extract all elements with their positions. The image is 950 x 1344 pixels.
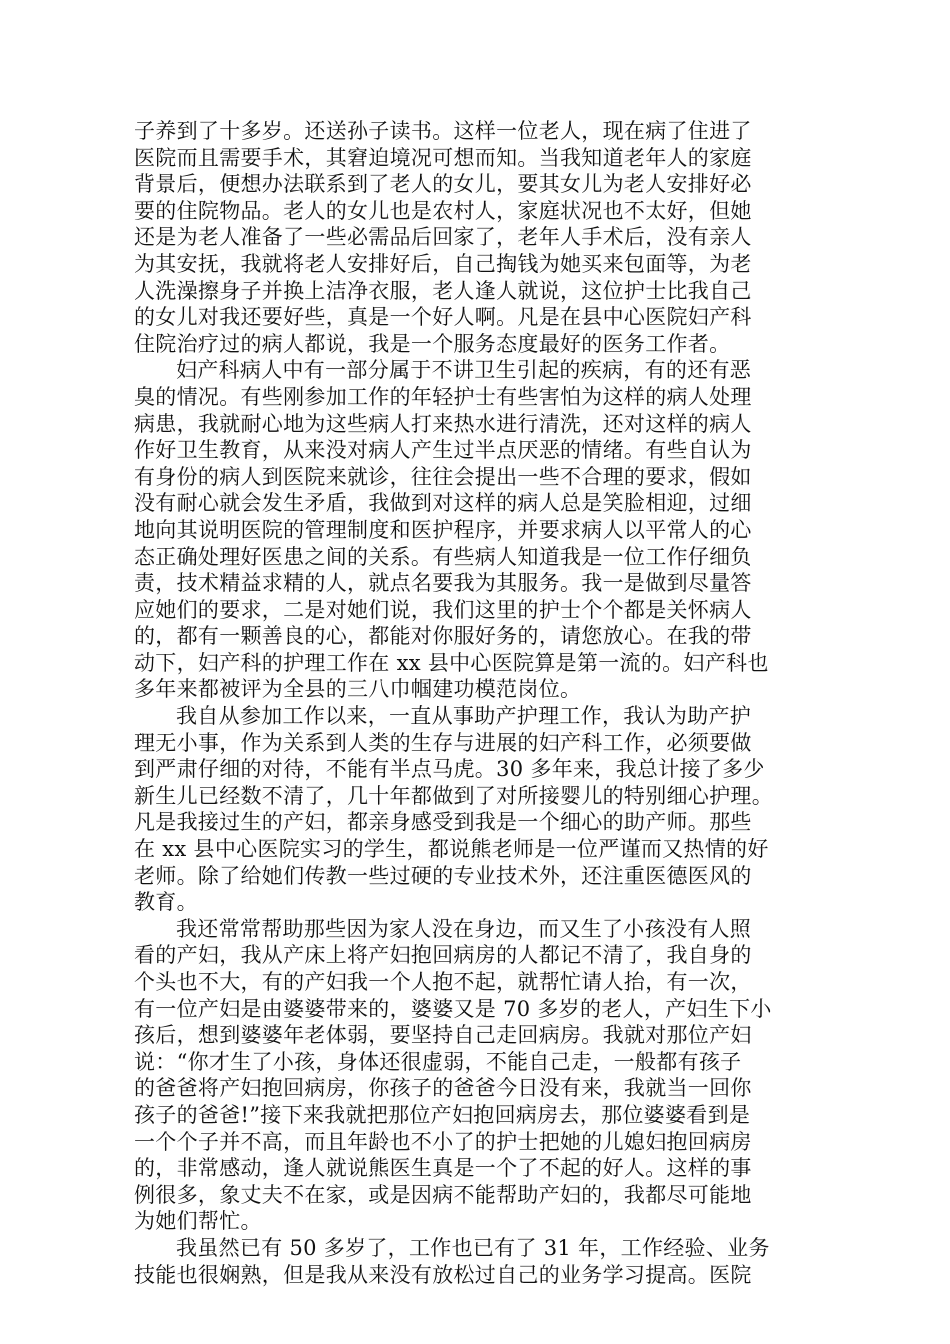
text-line: 态正确处理好医患之间的关系。有些病人知道我是一位工作仔细负 xyxy=(134,544,752,569)
text-line: 背景后，便想办法联系到了老人的女儿，要其女儿为老人安排好必 xyxy=(134,172,752,197)
text-line: 为其安抚，我就将老人安排好后，自己掏钱为她买来包面等，为老 xyxy=(134,251,752,276)
paragraph xyxy=(134,1235,804,1288)
text-line: 一个个子并不高，而且年龄也不小了的护士把她的儿媳妇抱回病房 xyxy=(134,1129,752,1154)
text-line: 在 xx 县中心医院实习的学生，都说熊老师是一位严谨而又热情的好 xyxy=(134,837,769,862)
text-line: 动下，妇产科的护理工作在 xx 县中心医院算是第一流的。妇产科也 xyxy=(134,650,769,675)
text-line: 教育。 xyxy=(134,890,198,915)
text-line: 住院治疗过的病人都说，我是一个服务态度最好的医务工作者。 xyxy=(134,331,731,356)
text-line: 病患，我就耐心地为这些病人打来热水进行清洗，还对这样的病人 xyxy=(134,411,752,436)
text-line: 孩子的爸爸!”接下来我就把那位产妇抱回病房去，那位婆婆看到是 xyxy=(134,1102,751,1127)
text-line: 地向其说明医院的管理制度和医护程序，并要求病人以平常人的心 xyxy=(134,517,752,542)
paragraph xyxy=(134,703,804,916)
text-line: 作好卫生教育，从来没对病人产生过半点厌恶的情绪。有些自认为 xyxy=(134,438,752,463)
text-line: 我还常常帮助那些因为家人没在身边，而又生了小孩没有人照 xyxy=(176,916,752,941)
text-line: 我虽然已有 50 多岁了，工作也已有了 31 年，工作经验、业务 xyxy=(176,1235,770,1260)
text-line: 理无小事，作为关系到人类的生存与进展的妇产科工作，必须要做 xyxy=(134,730,752,755)
text-line: 人洗澡擦身子并换上洁净衣服，老人逢人就说，这位护士比我自己 xyxy=(134,278,752,303)
text-line: 我自从参加工作以来，一直从事助产护理工作，我认为助产护 xyxy=(176,704,752,729)
text-line: 的，非常感动，逢人就说熊医生真是一个了不起的好人。这样的事 xyxy=(134,1156,752,1181)
paragraph xyxy=(134,916,804,1235)
text-line: 还是为老人准备了一些必需品后回家了，老年人手术后，没有亲人 xyxy=(134,225,752,250)
text-line: 凡是我接过生的产妇，都亲身感受到我是一个细心的助产师。那些 xyxy=(134,810,752,835)
text-line: 责，技术精益求精的人，就点名要我为其服务。我一是做到尽量答 xyxy=(134,571,752,596)
body-text xyxy=(134,118,804,1288)
text-line: 说：“你才生了小孩，身体还很虚弱，不能自己走，一般都有孩子 xyxy=(134,1049,742,1074)
text-line: 应她们的要求，二是对她们说，我们这里的护士个个都是关怀病人 xyxy=(134,597,752,622)
text-line: 例很多，象丈夫不在家，或是因病不能帮助产妇的，我都尽可能地 xyxy=(134,1182,752,1207)
text-line: 多年来都被评为全县的三八巾帼建功模范岗位。 xyxy=(134,677,582,702)
text-line: 子养到了十多岁。还送孙子读书。这样一位老人，现在病了住进了 xyxy=(134,119,752,143)
text-line: 老师。除了给她们传教一些过硬的专业技术外，还注重医德医风的 xyxy=(134,863,752,888)
text-line: 新生儿已经数不清了，几十年都做到了对所接婴儿的特别细心护理。 xyxy=(134,783,773,808)
text-line: 技能也很娴熟，但是我从来没有放松过自己的业务学习提高。医院 xyxy=(134,1262,752,1287)
text-line: 的女儿对我还要好些，真是一个好人啊。凡是在县中心医院妇产科 xyxy=(134,305,752,330)
text-line: 没有耐心就会发生矛盾，我做到对这样的病人总是笑脸相迎，过细 xyxy=(134,491,752,516)
text-line: 有身份的病人到医院来就诊，往往会提出一些不合理的要求，假如 xyxy=(134,464,752,489)
text-line: 看的产妇，我从产床上将产妇抱回病房的人都记不清了，我自身的 xyxy=(134,943,752,968)
text-line: 个头也不大，有的产妇我一个人抱不起，就帮忙请人抬，有一次， xyxy=(134,970,752,994)
paragraph xyxy=(134,118,804,357)
text-line: 有一位产妇是由婆婆带来的，婆婆又是 70 多岁的老人，产妇生下小 xyxy=(134,996,772,1021)
paragraph xyxy=(134,357,804,703)
text-line: 臭的情况。有些刚参加工作的年轻护士有些害怕为这样的病人处理 xyxy=(134,384,752,409)
text-line: 妇产科病人中有一部分属于不讲卫生引起的疾病，有的还有恶 xyxy=(176,358,752,383)
text-line: 到严肃仔细的对待，不能有半点马虎。30 多年来，我总计接了多少 xyxy=(134,757,765,782)
text-line: 要的住院物品。老人的女儿也是农村人，家庭状况也不太好，但她 xyxy=(134,198,752,223)
text-line: 的，都有一颗善良的心，都能对你服好务的，请您放心。在我的带 xyxy=(134,624,752,649)
text-line: 为她们帮忙。 xyxy=(134,1209,262,1234)
text-line: 孩后，想到婆婆年老体弱，要坚持自己走回病房。我就对那位产妇 xyxy=(134,1023,752,1048)
text-line: 医院而且需要手术，其窘迫境况可想而知。当我知道老年人的家庭 xyxy=(134,145,752,170)
text-line: 的爸爸将产妇抱回病房，你孩子的爸爸今日没有来，我就当一回你 xyxy=(134,1076,752,1101)
